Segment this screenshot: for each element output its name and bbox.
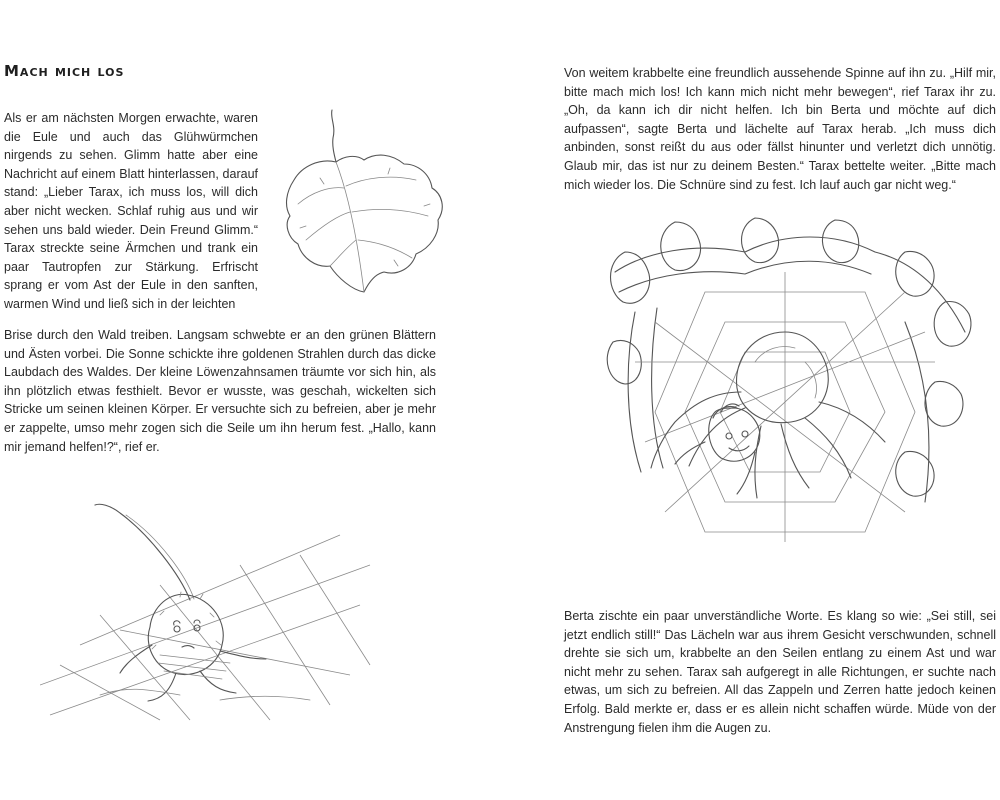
right-paragraph-1: Von weitem krabbelte eine freundlich aussehende Spinne auf ihn zu. „Hilf mir, bitte mach mich los! Ich kann mich nicht mehr bewegen“, rief Tarax ihr zu. „Oh, da kann ich dir nicht helfen. Ich bin Berta und möchte auf dich aufpassen“, sagte Berta und lächelte auf Tarax herab. „Ich muss dich anbinden, sonst reißt du aus oder fällst hinunter und verletzt dich unnötig. Glaub mir, das ist nur zu deinem Besten.“ Tarax bettelte weiter. „Bitte mach mich wieder los. Die Schnüre sind zu fest. Ich lauf auch gar nicht weg.“ bbox=[564, 66, 996, 192]
right-page bbox=[500, 0, 1000, 800]
left-paragraph-1: Als er am nächsten Morgen erwachte, waren die Eule und auch das Glühwürmchen nirgends zu sehen. Glimm hatte aber eine Nachricht auf einem Blatt hinterlassen, darauf stand: „Lieber Tarax, ich muss los, will dich aber nicht wecken. Schlaf ruhig aus und wir sehen uns bald wieder. Dein Freund Glimm.“ Tarax streckte seine Ärmchen und trank ein paar Tautropfen zur Stärkung. Erfrischt sprang er vom Ast der Eule in den sanften, warmen Wind und ließ sich in der leichten bbox=[4, 111, 258, 311]
tarax-in-web-illustration bbox=[40, 495, 380, 725]
right-paragraph-2: Berta zischte ein paar unverständliche Worte. Es klang so wie: „Sei still, sei jetzt endlich still!“ Das Lächeln war aus ihrem Gesicht verschwunden, schnell drehte sie sich um, krabbelte an den Seilen entlang zu einem Ast und war nicht mehr zu sehen. Tarax sah aufgeregt in alle Richtungen, er suchte nach etwas, um sich zu befreien. All das Zappeln und Zerren hatte jedoch keinen Erfolg. Bald merkte er, dass er es allein nicht schaffen würde. Müde von der Anstrengung fielen ihm die Augen zu. bbox=[564, 609, 996, 735]
spider-berta-illustration bbox=[605, 212, 977, 562]
leaf-illustration bbox=[280, 108, 448, 294]
left-paragraph-2: Brise durch den Wald treiben. Langsam schwebte er an den grünen Blättern und Ästen vorbei. Die Sonne schickte ihre goldenen Strahlen durch das dicke Laubdach des Waldes. Der kleine Löwenzahnsamen träumte vor sich hin, als ihn plötzlich etwas festhielt. Bevor er wusste, was geschah, wickelten sich Stricke um seinen kleinen Körper. Er versuchte sich zu befreien, aber je mehr er zappelte, umso mehr zogen sich die Seile um ihn herum fest. „Hallo, kann mir jemand helfen!?“, rief er. bbox=[4, 328, 436, 454]
chapter-title: Mach mich los bbox=[4, 62, 125, 80]
